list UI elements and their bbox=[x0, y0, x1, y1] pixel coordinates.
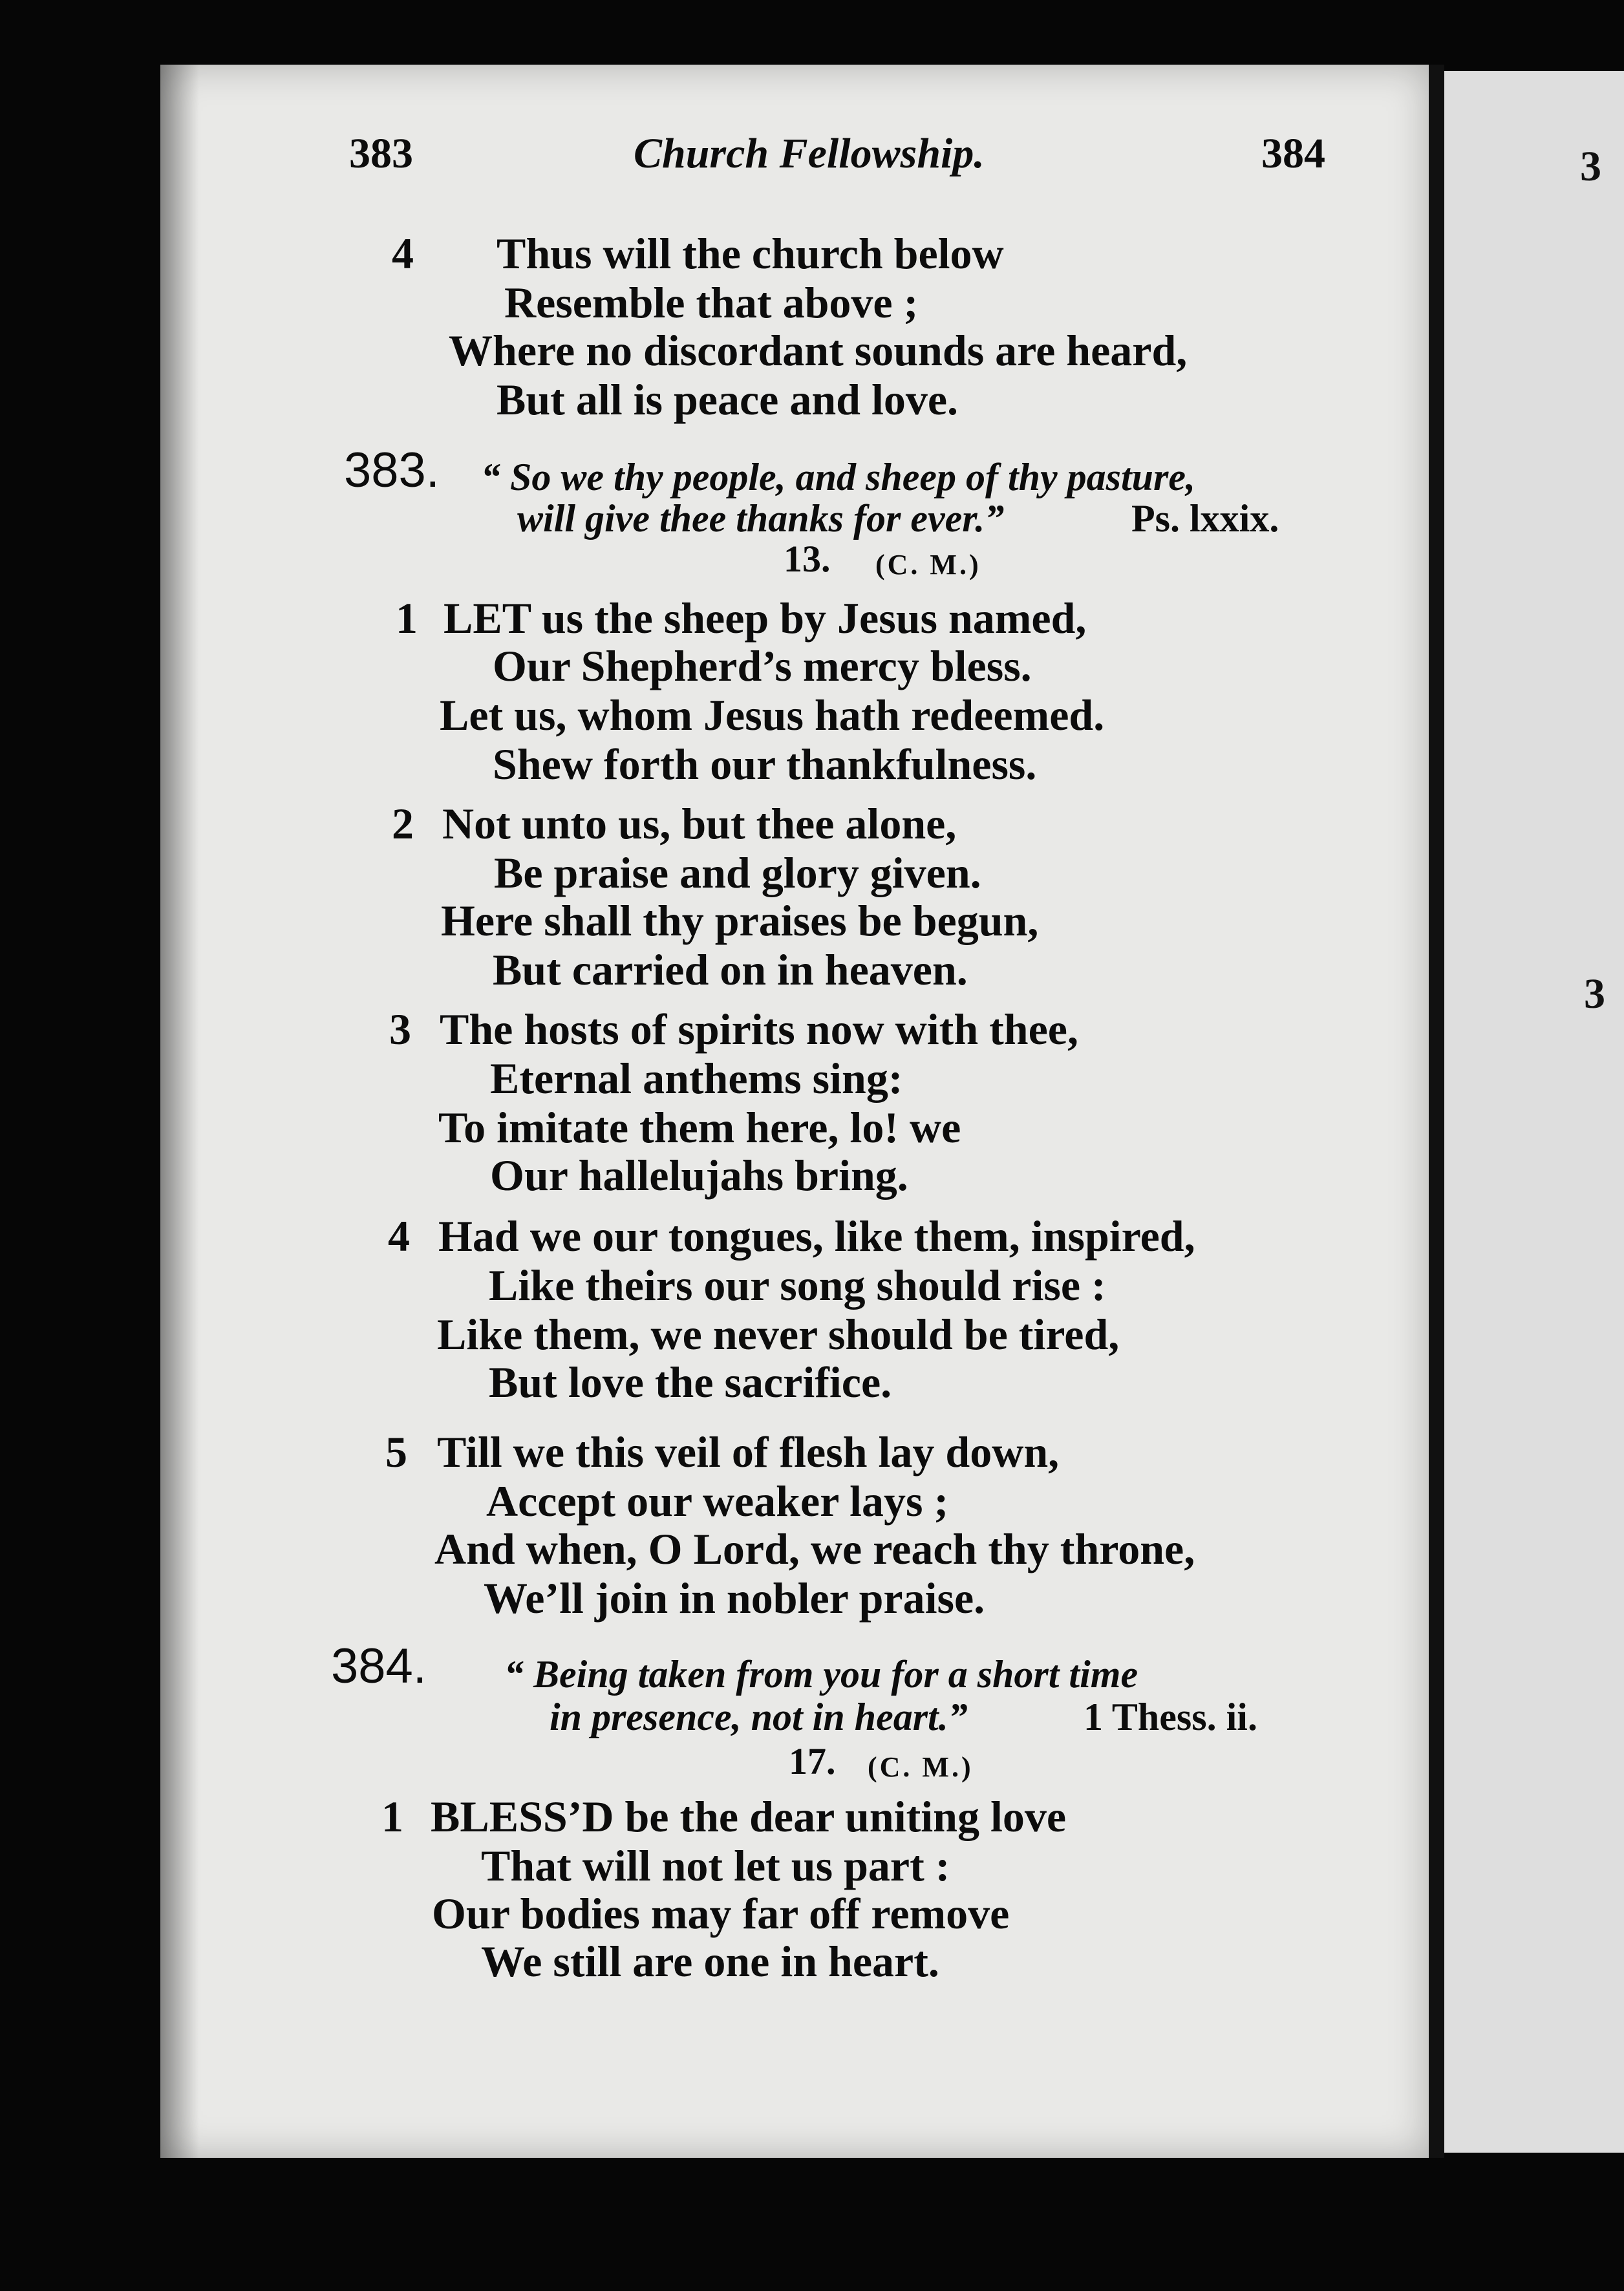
scripture-reference-continued: 13. bbox=[784, 538, 831, 580]
hymn-number: 384. bbox=[331, 1639, 427, 1694]
verse-line: Had we our tongues, like them, inspired, bbox=[438, 1211, 1195, 1261]
verse-line: The hosts of spirits now with thee, bbox=[440, 1005, 1078, 1054]
meter-label: (C. M.) bbox=[868, 1751, 974, 1783]
header-left-number: 383 bbox=[349, 130, 413, 177]
scripture-reference: 1 Thess. ii. bbox=[1084, 1696, 1257, 1738]
verse-number: 3 bbox=[389, 1005, 411, 1054]
verse-line: And when, O Lord, we reach thy throne, bbox=[434, 1524, 1195, 1573]
facing-page-edge bbox=[1444, 71, 1624, 2153]
header-title: Church Fellowship. bbox=[634, 130, 985, 177]
facing-page-fragment: 3 bbox=[1584, 970, 1605, 1018]
verse-line: Our Shepherd’s mercy bless. bbox=[493, 641, 1032, 690]
verse-line: Our bodies may far off remove bbox=[432, 1889, 1010, 1938]
verse-line: We’ll join in nobler praise. bbox=[484, 1573, 985, 1623]
verse-line: Like theirs our song should rise : bbox=[489, 1261, 1106, 1310]
hymn-epigraph: “ So we thy people, and sheep of thy pasture, bbox=[481, 456, 1195, 498]
verse-line: BLESS’D be the dear uniting love bbox=[431, 1792, 1067, 1841]
verse-line: Resemble that above ; bbox=[504, 278, 919, 327]
hymn-number: 383. bbox=[344, 443, 440, 498]
meter-label: (C. M.) bbox=[875, 549, 981, 581]
header-right-number: 384 bbox=[1261, 130, 1325, 177]
verse-line: Here shall thy praises be begun, bbox=[441, 896, 1039, 945]
verse-line: Shew forth our thankfulness. bbox=[493, 740, 1037, 789]
verse-line: Like them, we never should be tired, bbox=[437, 1310, 1120, 1359]
verse-line: But carried on in heaven. bbox=[493, 945, 968, 994]
verse-line: Not unto us, but thee alone, bbox=[442, 799, 957, 848]
verse-number: 5 bbox=[385, 1427, 407, 1476]
verse-line: Our hallelujahs bring. bbox=[490, 1151, 908, 1200]
page-gutter bbox=[1429, 65, 1444, 2158]
verse-line: LET us the sheep by Jesus named, bbox=[443, 593, 1087, 643]
verse-line: Thus will the church below bbox=[497, 229, 1004, 278]
verse-line: But love the sacrifice. bbox=[489, 1358, 892, 1407]
verse-number: 1 bbox=[381, 1792, 403, 1841]
verse-line: To imitate them here, lo! we bbox=[438, 1103, 961, 1152]
verse-line: Accept our weaker lays ; bbox=[486, 1476, 949, 1526]
facing-page-fragment: 3 bbox=[1580, 143, 1601, 190]
verse-number: 2 bbox=[392, 799, 414, 848]
page-binding-shadow bbox=[160, 65, 199, 2158]
hymn-epigraph: “ Being taken from you for a short time bbox=[504, 1653, 1138, 1696]
verse-line: Let us, whom Jesus hath redeemed. bbox=[440, 690, 1105, 740]
verse-number: 1 bbox=[396, 593, 418, 643]
verse-line: Till we this veil of flesh lay down, bbox=[437, 1427, 1060, 1476]
verse-number: 4 bbox=[388, 1211, 410, 1261]
scripture-reference: Ps. lxxix. bbox=[1131, 497, 1279, 540]
verse-number: 4 bbox=[392, 229, 414, 278]
verse-line: But all is peace and love. bbox=[497, 375, 959, 424]
verse-line: Where no discordant sounds are heard, bbox=[449, 326, 1188, 375]
hymn-epigraph: in presence, not in heart.” bbox=[550, 1696, 968, 1738]
hymn-epigraph: will give thee thanks for ever.” bbox=[517, 497, 1005, 540]
verse-line: We still are one in heart. bbox=[481, 1937, 939, 1986]
scripture-reference-continued: 17. bbox=[789, 1740, 836, 1782]
verse-line: Be praise and glory given. bbox=[494, 848, 981, 897]
verse-line: Eternal anthems sing: bbox=[490, 1054, 903, 1103]
verse-line: That will not let us part : bbox=[481, 1841, 950, 1890]
running-header bbox=[349, 129, 1325, 200]
